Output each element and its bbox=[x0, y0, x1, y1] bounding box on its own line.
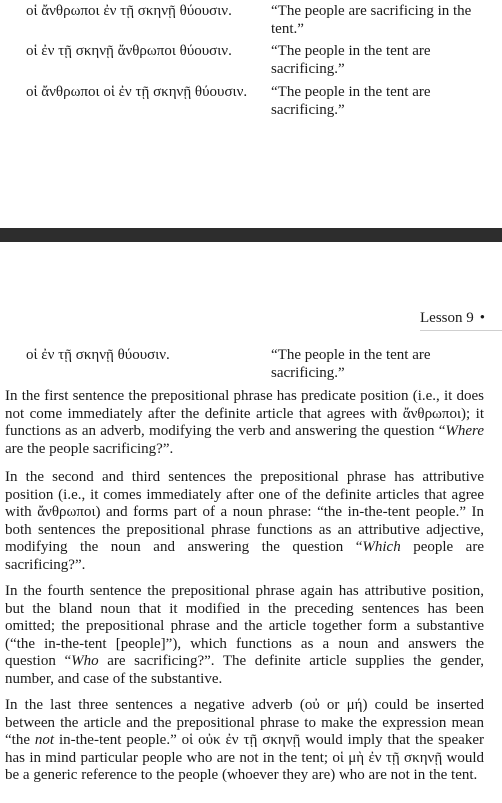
english-translation: “The people are sacrificing in the tent.” bbox=[271, 3, 472, 37]
paragraph-text: In the fourth sentence the prepositional phrase again has attributive position, but the bland noun that it modified in the preceding sentences has been omitted; the prepositional phrase and the article together form a substantive (“the in-the-tent [people]”), which functions as a noun and answers the question “ bbox=[5, 583, 484, 670]
running-header bbox=[420, 308, 502, 331]
greek-sentence: οἱ ἄνθρωποι ἐν τῇ σκηνῇ θύουσιν. bbox=[26, 3, 232, 19]
header-bullet: • bbox=[479, 310, 486, 326]
paragraph-text: are the people sacrificing?”. bbox=[5, 440, 174, 457]
english-translation: “The people in the tent are sacrificing.” bbox=[271, 43, 431, 77]
paragraph-1 bbox=[5, 388, 484, 458]
greek-sentence: οἱ ἄνθρωποι οἱ ἐν τῇ σκηνῇ θύουσιν. bbox=[26, 84, 248, 100]
emphasis: Where bbox=[445, 423, 484, 440]
paragraph-text: In the last three sentences a negative adverb (οὐ or μή) could be inserted between the article and the prepositional phrase to make the expression mean “the bbox=[5, 697, 484, 749]
paragraph-text: in-the-tent people.” οἱ οὐκ ἐν τῇ σκηνῇ would imply that the speaker has in mind particular people who are not in the tent; οἱ μὴ ἐν τῇ σκηνῇ would be a generic reference to the people (whoever they are) who are not in the tent. bbox=[5, 732, 484, 784]
english-translation: “The people in the tent are sacrificing.” bbox=[271, 84, 431, 118]
greek-sentence: οἱ ἐν τῇ σκηνῇ θύουσιν. bbox=[26, 347, 170, 363]
lesson-title: Lesson 9 bbox=[420, 310, 474, 326]
paragraph-text: In the first sentence the prepositional phrase has predicate position (i.e., it does not come immediately after the definite article that agrees with ἄνθρωποι); it functions as an adverb, modifying the verb and answering the question “ bbox=[5, 388, 484, 440]
emphasis: Which bbox=[362, 539, 401, 556]
previous-page-fragment bbox=[0, 0, 502, 228]
emphasis: not bbox=[34, 732, 55, 749]
emphasis: Who bbox=[71, 653, 99, 670]
greek-sentence: οἱ ἐν τῇ σκηνῇ ἄνθρωποι θύουσιν. bbox=[26, 43, 232, 59]
paragraph-3 bbox=[5, 583, 484, 689]
paragraph-text: people are sacrificing?”. bbox=[5, 539, 484, 573]
paragraph-4 bbox=[5, 697, 484, 785]
english-translation: “The people in the tent are sacrificing.” bbox=[271, 347, 431, 381]
page-divider bbox=[0, 228, 502, 242]
paragraph-2 bbox=[5, 469, 484, 575]
paragraph-text: In the second and third sentences the prepositional phrase has attributive position (i.e., it comes immediately after one of the definite articles that agree with ἄνθρωποι) and forms part of a noun phrase: “the in-the-tent people.” In both sentences the prepositional phrase functions as an attributive adjective, modifying the noun and answering the question “ bbox=[5, 469, 484, 556]
paragraph-text: are sacrificing?”. The definite article supplies the gender, number, and case of the substantive. bbox=[5, 653, 484, 687]
